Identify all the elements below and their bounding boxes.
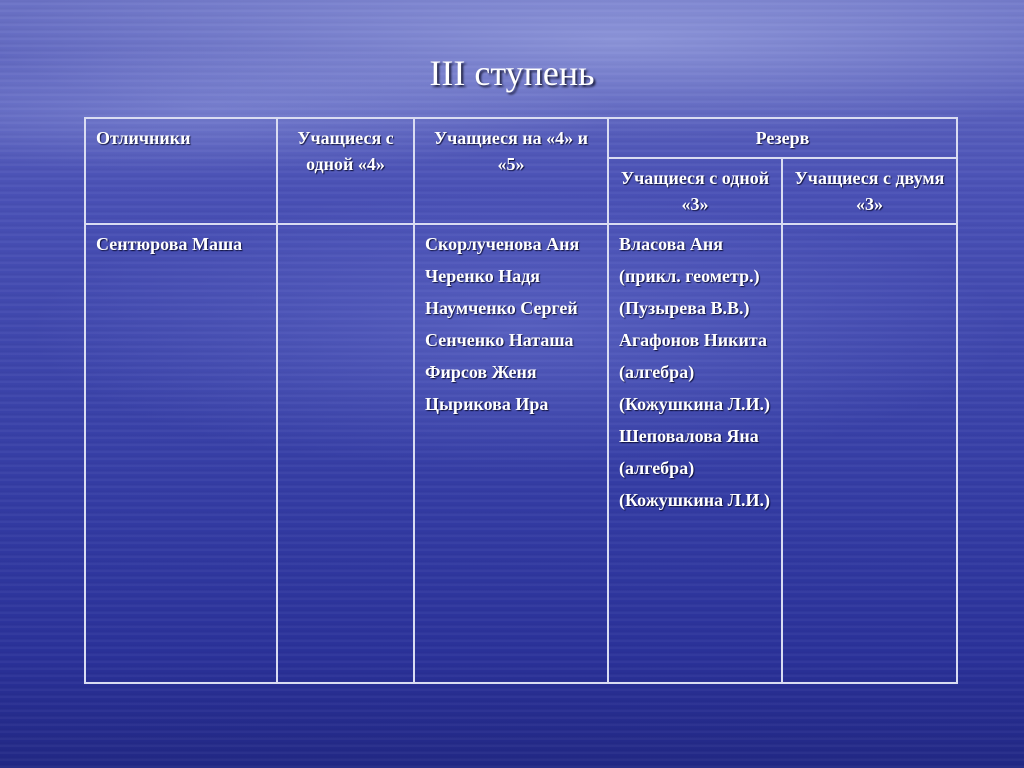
student-entry: Цырикова Ира <box>425 394 549 414</box>
student-entry: Агафонов Никита <box>619 330 767 350</box>
student-entry: Наумченко Сергей <box>425 298 578 318</box>
cell-fours-fives <box>414 224 608 683</box>
student-entry: Шеповалова Яна <box>619 426 759 446</box>
cell-reserve-one-three <box>608 224 782 683</box>
subject-note: (алгебра) <box>619 458 695 478</box>
subject-note: (алгебра) <box>619 362 695 382</box>
student-entry: Власова Аня <box>619 234 723 254</box>
header-one-four: Учащиеся с одной «4» <box>277 118 414 224</box>
student-entry: Скорлученова Аня <box>425 234 580 254</box>
slide-title: III ступень <box>429 53 595 93</box>
teacher-note: (Кожушкина Л.И.) <box>619 394 770 414</box>
teacher-note: (Кожушкина Л.И.) <box>619 490 770 510</box>
student-entry: Сентюрова Маша <box>96 234 243 254</box>
cell-one-four <box>277 224 414 683</box>
header-reserve-one-three: Учащиеся с одной «3» <box>608 158 782 224</box>
students-table <box>84 117 958 684</box>
header-row <box>85 118 957 158</box>
body-row <box>85 224 957 683</box>
header-excellent: Отличники <box>85 118 277 224</box>
header-reserve-two-threes: Учащиеся с двумя «3» <box>782 158 957 224</box>
teacher-note: (Пузырева В.В.) <box>619 298 750 318</box>
header-reserve: Резерв <box>608 118 957 158</box>
header-fours-fives: Учащиеся на «4» и «5» <box>414 118 608 224</box>
cell-reserve-two-threes <box>782 224 957 683</box>
student-entry: Сенченко Наташа <box>425 330 574 350</box>
cell-excellent <box>85 224 277 683</box>
subject-note: (прикл. геометр.) <box>619 266 760 286</box>
student-entry: Фирсов Женя <box>425 362 537 382</box>
student-entry: Черенко Надя <box>425 266 541 286</box>
